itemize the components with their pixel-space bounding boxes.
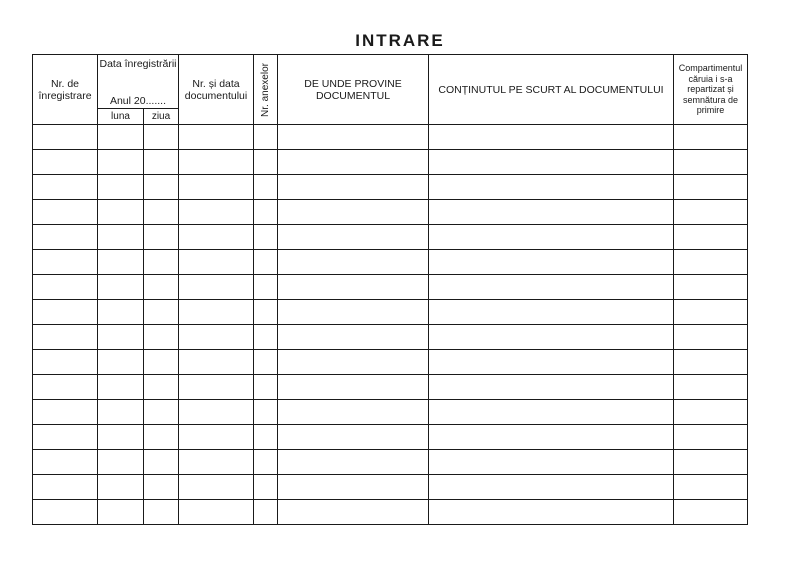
table-row	[33, 350, 748, 375]
cell-nr-inregistrare	[33, 400, 98, 425]
cell-ziua	[144, 400, 179, 425]
cell-continutul	[429, 450, 674, 475]
cell-nr-inregistrare	[33, 125, 98, 150]
table-row	[33, 275, 748, 300]
cell-nr-anexelor	[254, 300, 278, 325]
cell-continutul	[429, 500, 674, 525]
cell-de-unde-provine	[278, 150, 429, 175]
page-title: INTRARE	[355, 31, 445, 50]
cell-compartimentul	[674, 225, 748, 250]
cell-nr-inregistrare	[33, 425, 98, 450]
cell-compartimentul	[674, 175, 748, 200]
cell-continutul	[429, 300, 674, 325]
cell-ziua	[144, 475, 179, 500]
cell-nr-inregistrare	[33, 300, 98, 325]
cell-luna	[98, 325, 144, 350]
cell-nr-inregistrare	[33, 225, 98, 250]
cell-de-unde-provine	[278, 450, 429, 475]
cell-de-unde-provine	[278, 200, 429, 225]
cell-de-unde-provine	[278, 250, 429, 275]
cell-nr-data-documentului	[179, 150, 254, 175]
cell-luna	[98, 400, 144, 425]
cell-nr-inregistrare	[33, 200, 98, 225]
cell-nr-data-documentului	[179, 500, 254, 525]
cell-nr-inregistrare	[33, 150, 98, 175]
cell-ziua	[144, 500, 179, 525]
cell-continutul	[429, 225, 674, 250]
cell-continutul	[429, 125, 674, 150]
cell-continutul	[429, 325, 674, 350]
cell-compartimentul	[674, 350, 748, 375]
cell-de-unde-provine	[278, 300, 429, 325]
cell-nr-anexelor	[254, 450, 278, 475]
cell-nr-inregistrare	[33, 325, 98, 350]
cell-continutul	[429, 375, 674, 400]
cell-nr-data-documentului	[179, 200, 254, 225]
cell-nr-anexelor	[254, 350, 278, 375]
cell-nr-anexelor	[254, 425, 278, 450]
cell-ziua	[144, 425, 179, 450]
cell-de-unde-provine	[278, 325, 429, 350]
cell-de-unde-provine	[278, 400, 429, 425]
cell-luna	[98, 150, 144, 175]
cell-nr-anexelor	[254, 325, 278, 350]
table-row	[33, 300, 748, 325]
header-luna: luna	[98, 109, 144, 125]
cell-luna	[98, 475, 144, 500]
cell-nr-inregistrare	[33, 350, 98, 375]
cell-compartimentul	[674, 275, 748, 300]
cell-nr-anexelor	[254, 275, 278, 300]
cell-nr-data-documentului	[179, 325, 254, 350]
cell-de-unde-provine	[278, 175, 429, 200]
cell-ziua	[144, 275, 179, 300]
header-nr-anexelor: Nr. anexelor	[254, 55, 278, 125]
cell-continutul	[429, 475, 674, 500]
cell-nr-data-documentului	[179, 375, 254, 400]
cell-nr-data-documentului	[179, 425, 254, 450]
cell-continutul	[429, 350, 674, 375]
table-row	[33, 375, 748, 400]
cell-ziua	[144, 300, 179, 325]
cell-de-unde-provine	[278, 375, 429, 400]
cell-luna	[98, 500, 144, 525]
cell-nr-data-documentului	[179, 275, 254, 300]
cell-ziua	[144, 375, 179, 400]
cell-compartimentul	[674, 325, 748, 350]
header-continutul: CONȚINUTUL PE SCURT AL DOCUMENTULUI	[429, 55, 674, 125]
header-compartimentul: Compartimentul căruia i s-a repartizat și semnătura de primire	[674, 55, 748, 125]
cell-compartimentul	[674, 250, 748, 275]
cell-nr-inregistrare	[33, 375, 98, 400]
table-row	[33, 175, 748, 200]
cell-de-unde-provine	[278, 225, 429, 250]
cell-continutul	[429, 425, 674, 450]
table-row	[33, 125, 748, 150]
cell-nr-anexelor	[254, 500, 278, 525]
header-nr-inregistrare: Nr. de înregistrare	[33, 55, 98, 125]
cell-continutul	[429, 175, 674, 200]
table-row	[33, 200, 748, 225]
cell-compartimentul	[674, 400, 748, 425]
cell-nr-anexelor	[254, 250, 278, 275]
cell-compartimentul	[674, 200, 748, 225]
cell-de-unde-provine	[278, 275, 429, 300]
cell-nr-inregistrare	[33, 175, 98, 200]
cell-continutul	[429, 200, 674, 225]
table-row	[33, 250, 748, 275]
cell-compartimentul	[674, 450, 748, 475]
cell-compartimentul	[674, 125, 748, 150]
cell-luna	[98, 200, 144, 225]
cell-luna	[98, 425, 144, 450]
cell-luna	[98, 275, 144, 300]
cell-nr-data-documentului	[179, 225, 254, 250]
cell-de-unde-provine	[278, 475, 429, 500]
cell-ziua	[144, 175, 179, 200]
cell-de-unde-provine	[278, 125, 429, 150]
table-row	[33, 500, 748, 525]
cell-ziua	[144, 350, 179, 375]
cell-nr-data-documentului	[179, 125, 254, 150]
cell-nr-anexelor	[254, 175, 278, 200]
cell-nr-data-documentului	[179, 175, 254, 200]
cell-luna	[98, 300, 144, 325]
cell-de-unde-provine	[278, 350, 429, 375]
cell-nr-anexelor	[254, 400, 278, 425]
cell-nr-data-documentului	[179, 450, 254, 475]
cell-de-unde-provine	[278, 425, 429, 450]
cell-luna	[98, 375, 144, 400]
cell-compartimentul	[674, 375, 748, 400]
cell-luna	[98, 250, 144, 275]
cell-compartimentul	[674, 475, 748, 500]
cell-nr-anexelor	[254, 125, 278, 150]
header-data-label: Data înregistrării	[99, 58, 177, 70]
cell-luna	[98, 125, 144, 150]
cell-nr-data-documentului	[179, 400, 254, 425]
cell-nr-anexelor	[254, 475, 278, 500]
cell-nr-inregistrare	[33, 500, 98, 525]
register-body	[33, 125, 748, 525]
table-row	[33, 150, 748, 175]
table-row	[33, 475, 748, 500]
cell-luna	[98, 175, 144, 200]
cell-luna	[98, 225, 144, 250]
header-anul-label: Anul 20.......	[109, 95, 167, 107]
cell-continutul	[429, 400, 674, 425]
cell-ziua	[144, 125, 179, 150]
cell-nr-data-documentului	[179, 300, 254, 325]
cell-continutul	[429, 150, 674, 175]
cell-de-unde-provine	[278, 500, 429, 525]
cell-nr-anexelor	[254, 150, 278, 175]
cell-ziua	[144, 450, 179, 475]
cell-nr-data-documentului	[179, 350, 254, 375]
cell-luna	[98, 450, 144, 475]
register-table	[32, 54, 748, 525]
cell-nr-inregistrare	[33, 450, 98, 475]
table-row	[33, 450, 748, 475]
cell-continutul	[429, 275, 674, 300]
header-nr-data-documentului: Nr. și data documentului	[179, 55, 254, 125]
header-ziua: ziua	[144, 109, 179, 125]
cell-nr-inregistrare	[33, 275, 98, 300]
table-row	[33, 425, 748, 450]
header-de-unde-provine: DE UNDE PROVINE DOCUMENTUL	[278, 55, 429, 125]
cell-ziua	[144, 150, 179, 175]
cell-ziua	[144, 225, 179, 250]
cell-compartimentul	[674, 425, 748, 450]
cell-compartimentul	[674, 500, 748, 525]
cell-nr-anexelor	[254, 200, 278, 225]
cell-ziua	[144, 250, 179, 275]
cell-nr-inregistrare	[33, 250, 98, 275]
cell-ziua	[144, 325, 179, 350]
cell-nr-data-documentului	[179, 250, 254, 275]
cell-luna	[98, 350, 144, 375]
cell-nr-anexelor	[254, 375, 278, 400]
cell-nr-anexelor	[254, 225, 278, 250]
table-row	[33, 400, 748, 425]
cell-nr-data-documentului	[179, 475, 254, 500]
cell-compartimentul	[674, 150, 748, 175]
header-data-inregistrarii	[98, 55, 179, 109]
cell-continutul	[429, 250, 674, 275]
cell-nr-inregistrare	[33, 475, 98, 500]
table-row	[33, 225, 748, 250]
cell-ziua	[144, 200, 179, 225]
table-row	[33, 325, 748, 350]
cell-compartimentul	[674, 300, 748, 325]
